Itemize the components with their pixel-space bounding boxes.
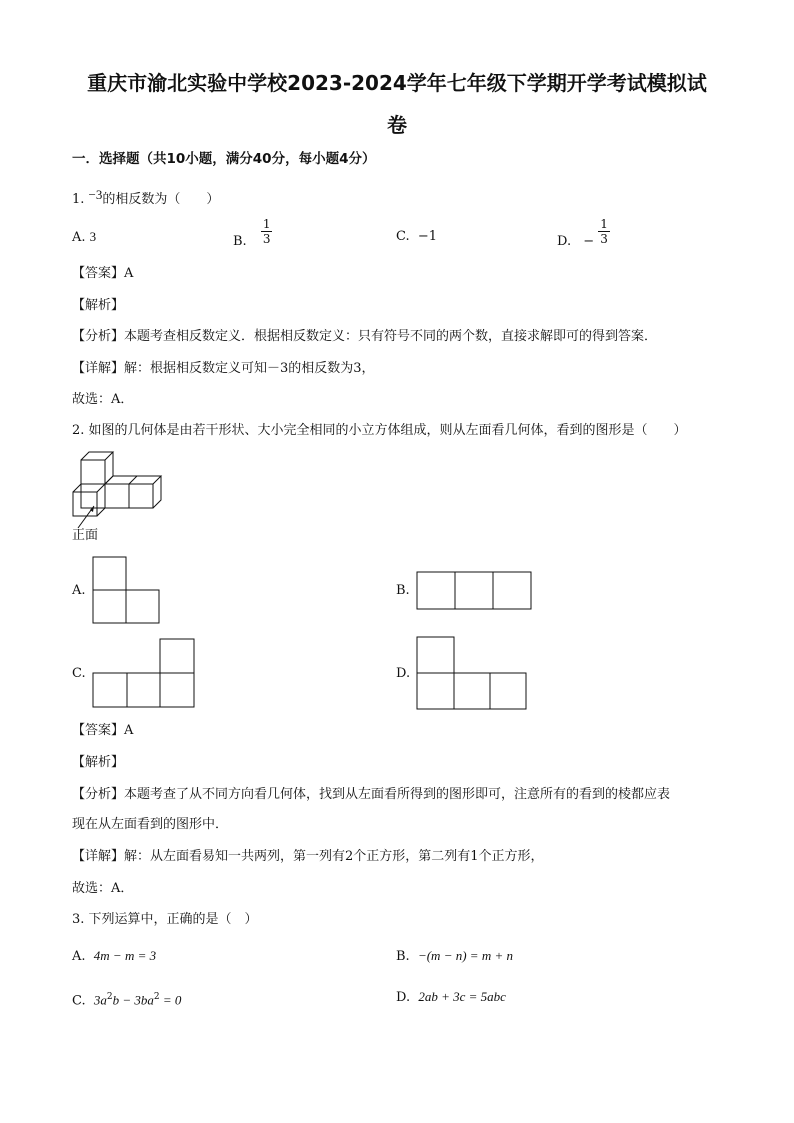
section-heading: 一．选择题（共10小题，满分40分，每小题4分） bbox=[72, 151, 376, 167]
q2-analysis-heading: 【解析】 bbox=[72, 755, 125, 770]
q2-option-b-label[interactable]: B. bbox=[396, 583, 410, 598]
q2-option-d-figure[interactable] bbox=[416, 636, 530, 712]
q1-analysis: 【分析】本题考查相反数定义．根据相反数定义：只有符号不同的两个数，直接求解即可的得到答案． bbox=[72, 329, 658, 344]
q2-option-b-figure[interactable] bbox=[416, 571, 534, 611]
q2-analysis-line2: 现在从左面看到的图形中． bbox=[72, 817, 229, 832]
q2-option-c-figure[interactable] bbox=[92, 638, 198, 710]
document-title-line2: 卷 bbox=[387, 113, 407, 137]
q2-option-d-label[interactable]: D. bbox=[396, 666, 411, 681]
fraction: $\frac{1}{3}$ bbox=[262, 217, 271, 246]
q2-detail: 【详解】解：从左面看易知一共两列，第一列有2个正方形，第二列有1个正方形， bbox=[72, 849, 544, 864]
q2-option-a-label[interactable]: A. bbox=[72, 583, 86, 598]
question-2-stem: 2. 如图的几何体是由若干形状、大小完全相同的小立方体组成，则从左面看几何体，看到的图形是（ ） bbox=[72, 423, 687, 438]
q1-detail: 【详解】解：根据相反数定义可知－3的相反数为3， bbox=[72, 361, 375, 376]
q1-option-c[interactable]: C. −1 bbox=[396, 229, 438, 244]
q2-analysis-line1: 【分析】本题考查了从不同方向看几何体，找到从左面看所得到的图形即可，注意所有的看到的棱都应表 bbox=[72, 787, 671, 802]
question-1-expression: −3 bbox=[88, 187, 103, 202]
q3-option-d[interactable]: D. 2ab + 3c = 5abc bbox=[396, 989, 506, 1005]
q1-option-a[interactable]: A. 3 bbox=[72, 229, 97, 245]
q2-choice: 故选：A． bbox=[72, 881, 134, 896]
q1-choice: 故选：A． bbox=[72, 392, 134, 407]
front-label: 正面 bbox=[72, 528, 99, 543]
fraction: $\frac{1}{3}$ bbox=[600, 217, 608, 246]
question-3-stem: 3. 下列运算中，正确的是（ ） bbox=[72, 912, 258, 927]
q3-option-c[interactable]: C. $3a^2b - 3ba^2 = 0$ bbox=[72, 992, 182, 1009]
q2-option-a-figure[interactable] bbox=[92, 556, 162, 626]
q2-option-c-label[interactable]: C. bbox=[72, 666, 86, 681]
q1-option-d[interactable]: D. − $\frac{1}{3}$ bbox=[557, 217, 608, 249]
q2-answer: 【答案】A bbox=[72, 723, 134, 738]
q3-option-a[interactable]: A. 4m − m = 3 bbox=[72, 948, 157, 964]
q3-option-b[interactable]: B. −(m − n) = m + n bbox=[396, 948, 513, 964]
q1-option-b[interactable]: B. $\frac{1}{3}$ bbox=[233, 217, 271, 249]
question-1-stem: 1. −3的相反数为（ ） bbox=[72, 187, 220, 207]
q1-analysis-heading: 【解析】 bbox=[72, 298, 125, 313]
document-title-line1: 重庆市渝北实验中学校2023-2024学年七年级下学期开学考试模拟试 bbox=[87, 71, 707, 95]
q1-answer: 【答案】A bbox=[72, 266, 134, 281]
